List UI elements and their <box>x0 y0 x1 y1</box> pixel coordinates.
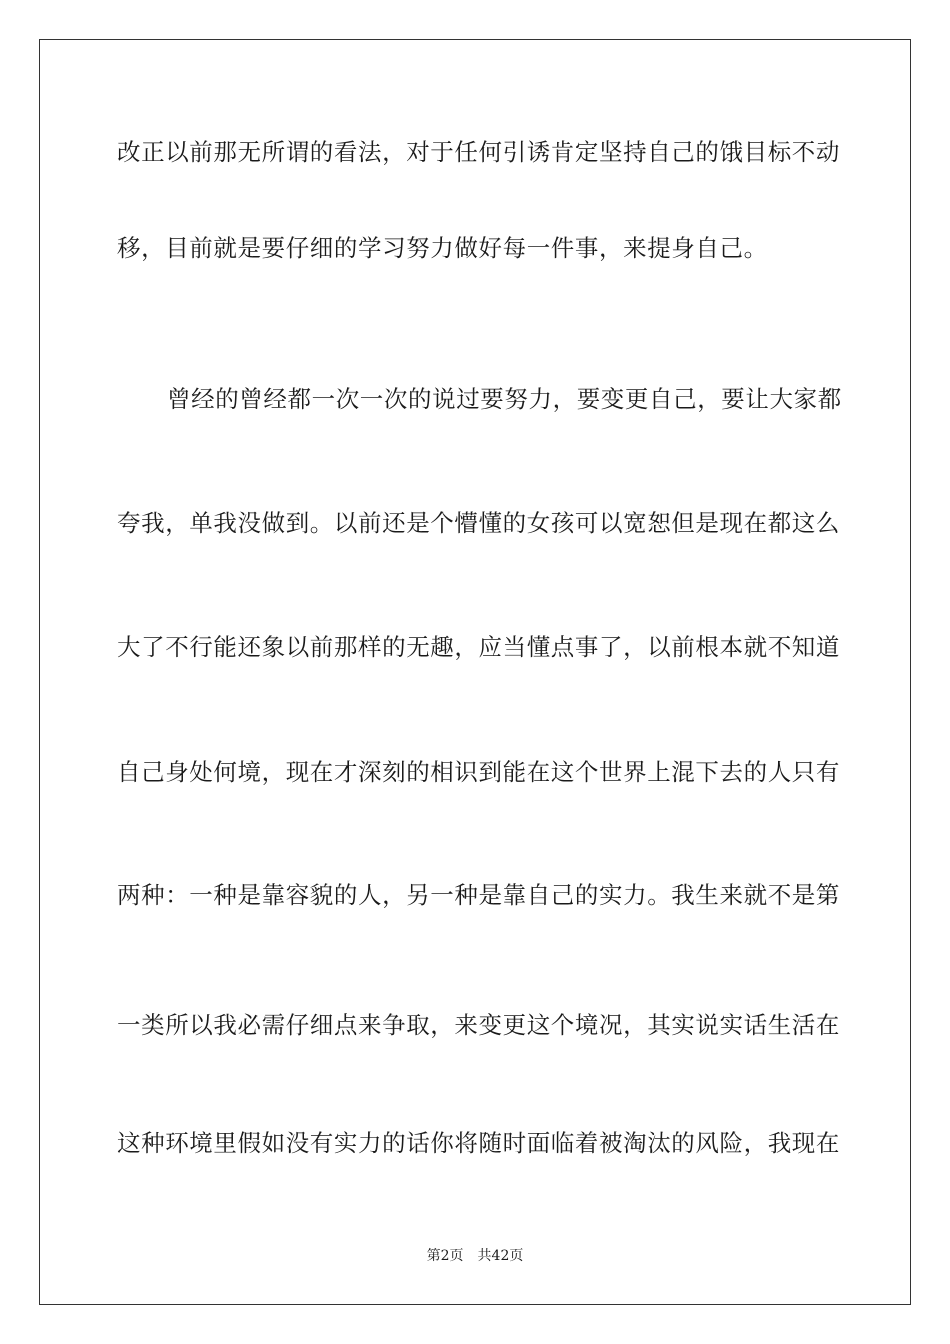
paragraph-line-9: 这种环境里假如没有实力的话你将随时面临着被淘汰的风险，我现在 <box>117 1129 840 1157</box>
page-number-total: 共42页 <box>477 1248 524 1264</box>
page-border <box>39 39 911 1305</box>
paragraph-line-4: 夸我，单我没做到。以前还是个懵懂的女孩可以宽恕但是现在都这么 <box>117 509 840 537</box>
paragraph-line-1: 改正以前那无所谓的看法，对于任何引诱肯定坚持自己的饿目标不动 <box>117 138 840 166</box>
paragraph-line-8: 一类所以我必需仔细点来争取，来变更这个境况，其实说实话生活在 <box>117 1011 840 1039</box>
page-number-current: 第2页 <box>426 1248 464 1264</box>
paragraph-line-7: 两种：一种是靠容貌的人，另一种是靠自己的实力。我生来就不是第 <box>117 881 840 909</box>
paragraph-line-5: 大了不行能还象以前那样的无趣，应当懂点事了，以前根本就不知道 <box>117 633 840 661</box>
paragraph-line-3: 曾经的曾经都一次一次的说过要努力，要变更自己，要让大家都 <box>167 385 842 413</box>
paragraph-line-6: 自己身处何境，现在才深刻的相识到能在这个世界上混下去的人只有 <box>117 758 840 786</box>
page-footer <box>0 1246 950 1266</box>
paragraph-line-2: 移，目前就是要仔细的学习努力做好每一件事，来提身自己。 <box>117 234 768 262</box>
